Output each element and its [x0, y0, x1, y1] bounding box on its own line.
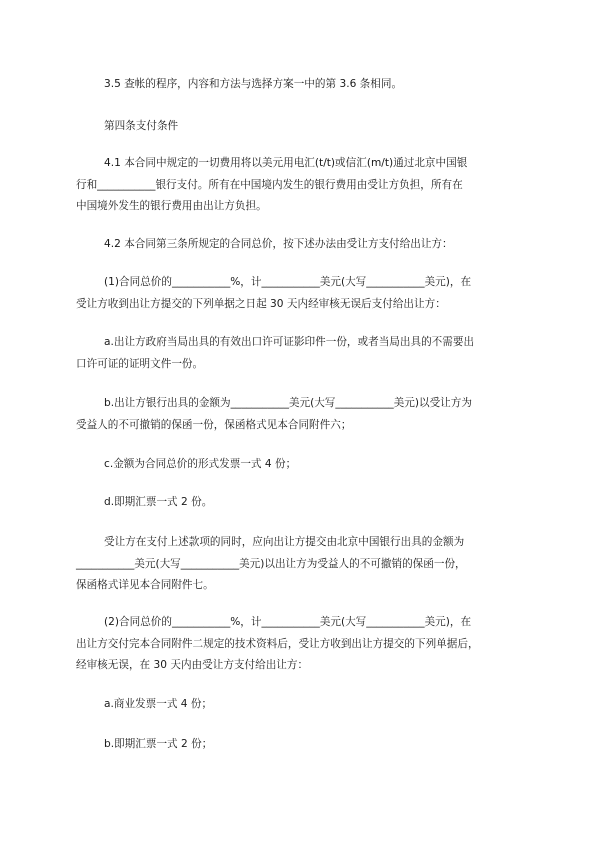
text-line: a.商业发票一式 4 份； — [104, 698, 213, 710]
text-line: ___________美元(大写___________美元)以出让方为受益人的不可撤销的保函一份， — [76, 557, 466, 570]
text-line: 受益人的不可撤销的保函一份，保函格式见本合同附件六； — [76, 418, 352, 431]
section-heading-payment-terms — [76, 116, 522, 138]
text-line: 4.2 本合同第三条所规定的合同总价，按下述办法由受让方支付给出让方： — [104, 238, 453, 250]
text-line: 行和___________银行支付。所有在中国境内发生的银行费用由受让方负担，所有在 — [76, 178, 463, 191]
text-line: (2)合同总价的___________%，计___________美元(大写___________美元)，在 — [104, 616, 472, 628]
text-line: 4.1 本合同中规定的一切费用将以美元用电汇(t/t)或信汇(m/t)通过北京中国银 — [104, 157, 468, 169]
item-1-c — [76, 454, 522, 476]
clause-4-2-item-1 — [76, 272, 522, 315]
item-1-a — [76, 332, 522, 375]
text-line: d.即期汇票一式 2 份。 — [104, 496, 213, 508]
text-line: b.出让方银行出具的金额为___________美元(大写___________美元)以受让方为 — [104, 397, 472, 409]
clause-3-5 — [76, 74, 522, 96]
text-line: 口许可证的证明文件一份。 — [76, 357, 204, 370]
item-2-b — [76, 734, 522, 756]
clause-4-2 — [76, 234, 522, 256]
text-line: c.金额为合同总价的形式发票一式 4 份； — [104, 458, 297, 470]
text-line: (1)合同总价的___________%，计___________美元(大写___________美元)，在 — [104, 276, 472, 288]
text-line: 受让方收到出让方提交的下列单据之日起 30 天内经审核无误后支付给出让方： — [76, 297, 446, 310]
text-line: a.出让方政府当局出具的有效出口许可证影印件一份，或者当局出具的不需要出 — [104, 336, 475, 348]
item-1-b — [76, 393, 522, 436]
text-line: 中国境外发生的银行费用由出让方负担。 — [76, 200, 267, 212]
text-line: 保函格式详见本合同附件七。 — [76, 579, 214, 591]
clause-4-2-item-2 — [76, 612, 522, 677]
clause-4-1 — [76, 153, 522, 218]
text-line: 受让方在支付上述款项的同时，应向出让方提交由北京中国银行出具的金额为 — [104, 536, 465, 548]
guarantee-paragraph — [76, 532, 522, 597]
text-line: 第四条支付条件 — [104, 120, 179, 132]
text-line: 经审核无误，在 30 天内由受让方支付给出让方： — [76, 659, 309, 671]
text-line: 3.5 查帐的程序，内容和方法与选择方案一中的第 3.6 条相同。 — [104, 78, 403, 90]
item-2-a — [76, 694, 522, 716]
text-line: 出让方交付完本合同附件二规定的技术资料后，受让方收到出让方提交的下列单据后， — [76, 637, 479, 650]
text-line: b.即期汇票一式 2 份； — [104, 738, 213, 750]
item-1-d — [76, 492, 522, 514]
